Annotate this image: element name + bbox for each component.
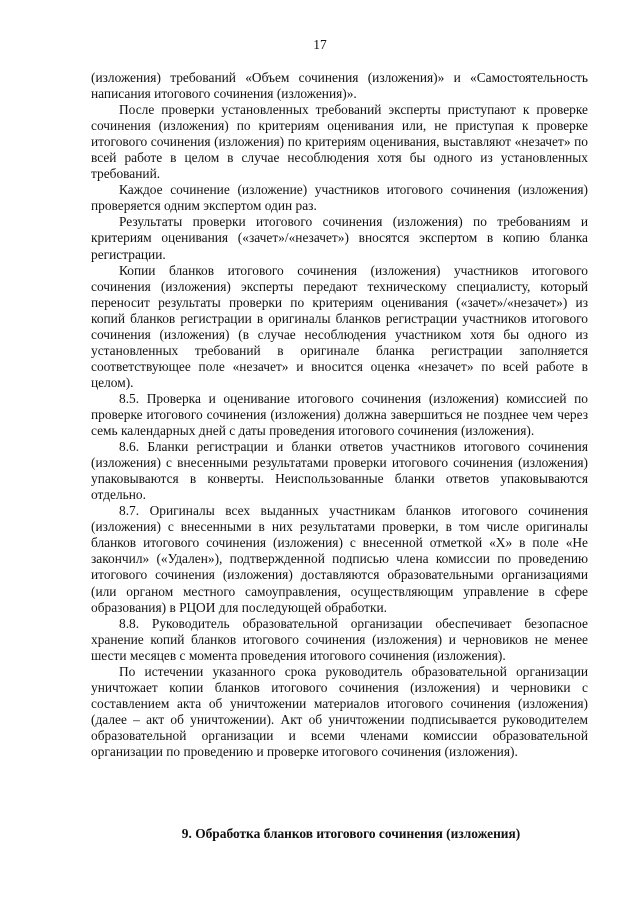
paragraph-8-8: 8.8. Руководитель образовательной организации обеспечивает безопасное хранение копий бланков итогового сочинения (изложения) и черновиков не менее шести месяцев с момента проведения итогового сочинения (изложения). — [91, 615, 588, 663]
paragraph-copies-transfer: Копии бланков итогового сочинения (изложения) участников итогового сочинения (изложения) эксперты передают техническому специалисту, который переносит результаты проверки по критериям оценивания («зачет»/«незачет») из копий бланков регистрации в оригиналы бланков регистрации участников итогового сочинения (изложения) (в случае несоблюдения участником хотя бы одного из установленных требований в оригинале бланка регистрации заполняется соответствующее поле «незачет» и вносится оценка «незачет» по всей работе в целом). — [91, 262, 588, 390]
page-number: 17 — [313, 37, 327, 52]
paragraph-8-7: 8.7. Оригиналы всех выданных участникам бланков итогового сочинения (изложения) с внесенными в них результатами проверки, в том числе оригиналы бланков итогового сочинения (изложения) с внесенной отметкой «X» в поле «Не закончил» («Удален»), подтвержденной подписью члена комиссии по проведению итогового сочинения (изложения) доставляются образовательными организациями (или органом местного самоуправления, осуществляющим управление в сфере образования) в РЦОИ для последующей обработки. — [91, 503, 588, 615]
paragraph-checking-procedure: После проверки установленных требований эксперты приступают к проверке сочинения (изложения) по критериям оценивания или, не приступая к проверке итогового сочинения (изложения) по критериям оценивания, выставляют «незачет» по всей работе в целом в случае несоблюдения хотя бы одного из установленных требований. — [91, 102, 588, 182]
paragraph-continuation: (изложения) требований «Объем сочинения (изложения)» и «Самостоятельность написания итогового сочинения (изложения)». — [91, 70, 588, 102]
paragraph-8-5: 8.5. Проверка и оценивание итогового сочинения (изложения) комиссией по проверке итогового сочинения (изложения) должна завершиться не позднее чем через семь календарных дней с даты проведения итогового сочинения (изложения). — [91, 390, 588, 439]
paragraph-destruction: По истечении указанного срока руководитель образовательной организации уничтожает копии бланков итогового сочинения (изложения) и черновики с составлением акта об уничтожении материалов итогового сочинения (изложения) (далее – акт об уничтожении). Акт об уничтожении подписывается руководителем образовательной организации и всеми членами комиссии образовательной организации по проведению и проверке итогового сочинения (изложения). — [91, 663, 588, 759]
paragraph-8-6: 8.6. Бланки регистрации и бланки ответов участников итогового сочинения (изложения) с внесенными результатами проверки итогового сочинения (изложения) упаковываются в конверты. Неиспользованные бланки ответов упаковываются отдельно. — [91, 439, 588, 503]
document-body — [91, 70, 588, 760]
section-heading-9: 9. Обработка бланков итогового сочинения (изложения) — [181, 826, 521, 841]
paragraph-results-entry: Результаты проверки итогового сочинения (изложения) по требованиям и критериям оценивания («зачет»/«незачет») вносятся экспертом в копию бланка регистрации. — [91, 214, 588, 262]
paragraph-single-expert: Каждое сочинение (изложение) участников итогового сочинения (изложения) проверяется одним экспертом один раз. — [91, 182, 588, 214]
